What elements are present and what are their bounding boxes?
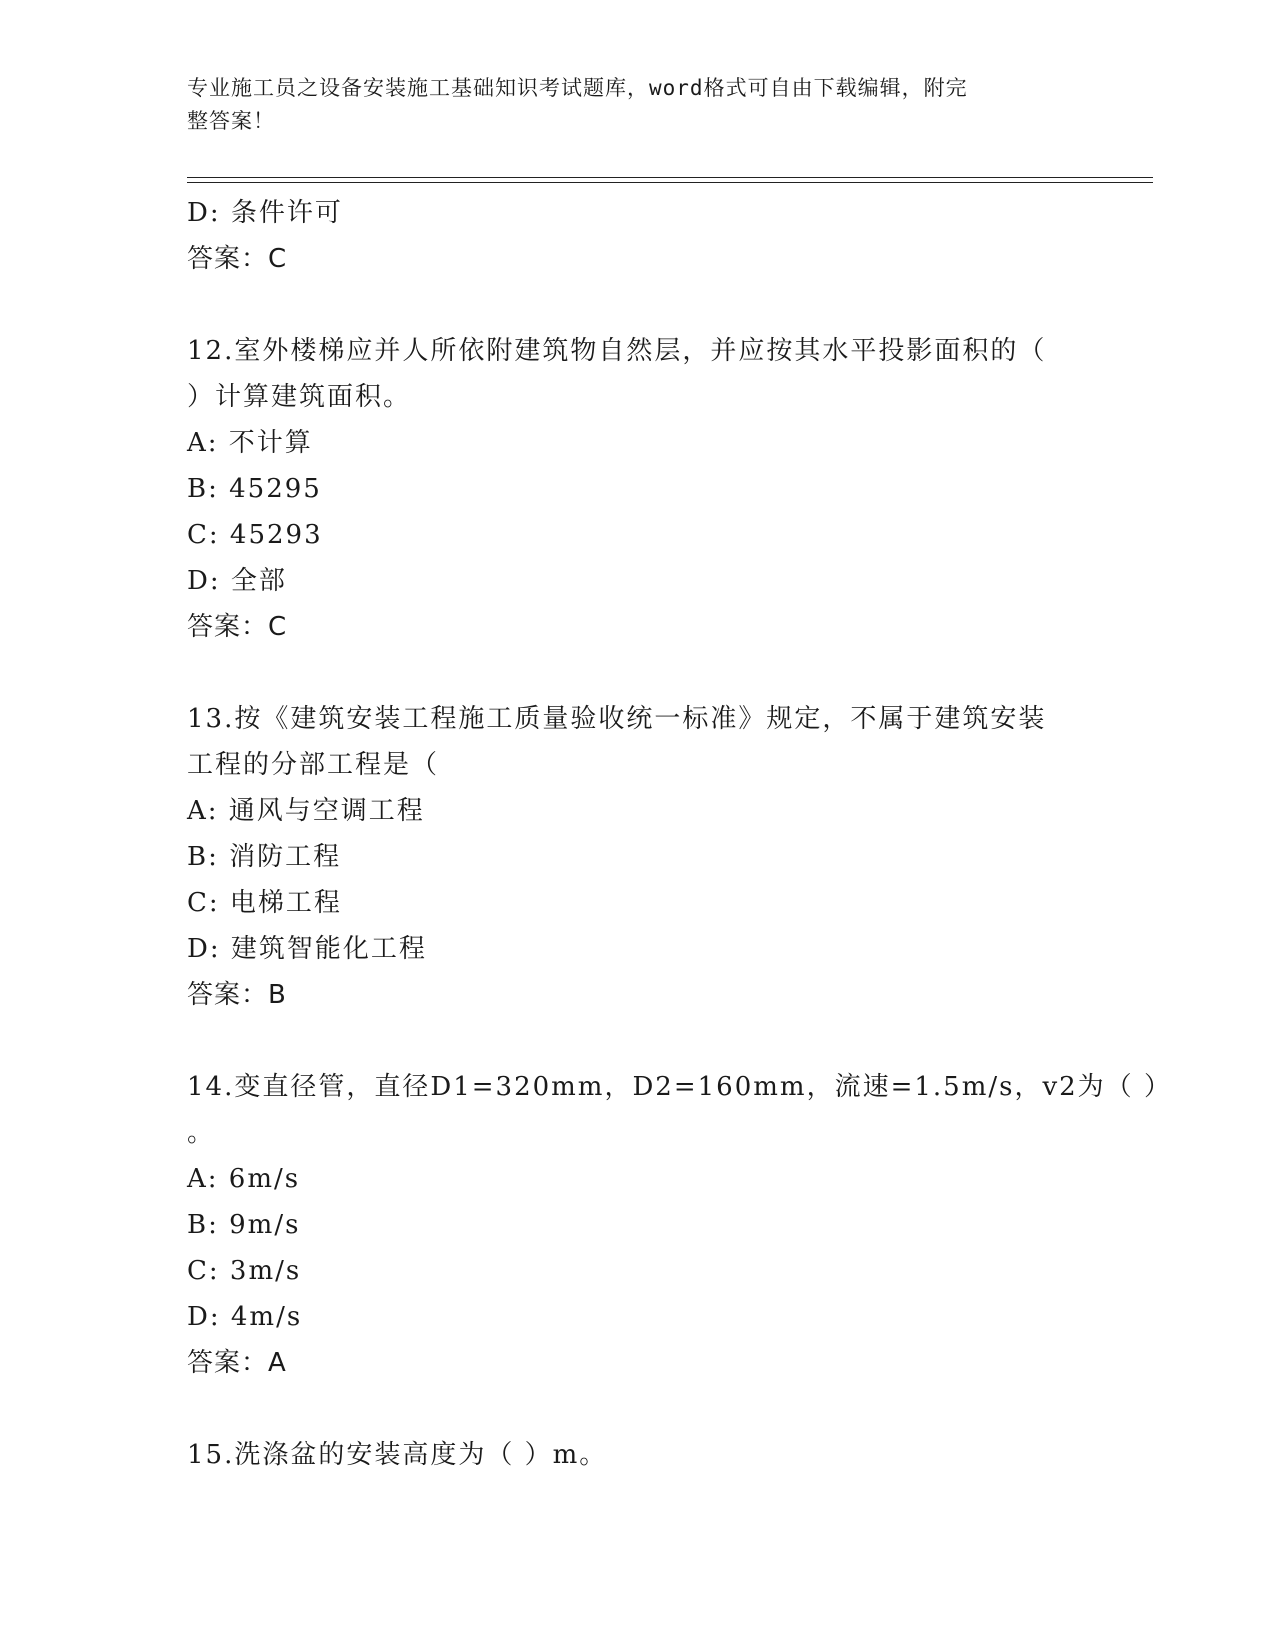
answer-line: 答案：C — [187, 612, 288, 642]
option-a: A: 6m/s — [187, 1164, 301, 1194]
option-c: C: 45293 — [187, 520, 323, 550]
header-divider-top — [187, 177, 1153, 178]
option-d: D: 条件许可 — [187, 198, 343, 228]
option-b: B: 9m/s — [187, 1210, 301, 1240]
question-13 — [187, 696, 1087, 1018]
question-15 — [187, 1432, 1087, 1478]
document-header — [187, 72, 1067, 138]
question-stem-line-1: 14.变直径管，直径D1=320mm，D2=160mm，流速=1.5m/s，v2为（ ） — [187, 1072, 1172, 1102]
question-spacer — [187, 1386, 1087, 1432]
question-stem-line-2: 工程的分部工程是（ — [187, 750, 440, 780]
question-stem-line-1: 15.洗涤盆的安装高度为（ ）m。 — [187, 1440, 608, 1470]
option-c: C: 电梯工程 — [187, 888, 342, 918]
question-list — [187, 190, 1172, 1478]
question-11 — [187, 190, 1087, 282]
question-14 — [187, 1064, 1172, 1386]
option-a: A: 通风与空调工程 — [187, 796, 425, 826]
option-d: D: 4m/s — [187, 1302, 303, 1332]
answer-line: 答案：B — [187, 980, 287, 1010]
answer-line: 答案：A — [187, 1348, 287, 1378]
option-d: D: 全部 — [187, 566, 287, 596]
question-spacer — [187, 282, 1087, 328]
question-stem-line-2: 。 — [187, 1118, 216, 1148]
header-line-2: 整答案！ — [187, 109, 275, 133]
header-divider-bottom — [187, 182, 1153, 183]
option-d: D: 建筑智能化工程 — [187, 934, 427, 964]
question-stem-line-1: 12.室外楼梯应并人所依附建筑物自然层，并应按其水平投影面积的（ — [187, 336, 1047, 366]
header-line-1: 专业施工员之设备安装施工基础知识考试题库，word格式可自由下载编辑，附完 — [187, 76, 968, 100]
option-b: B: 45295 — [187, 474, 322, 504]
option-b: B: 消防工程 — [187, 842, 342, 872]
question-stem-line-2: ）计算建筑面积。 — [187, 382, 412, 412]
question-stem-line-1: 13.按《建筑安装工程施工质量验收统一标准》规定，不属于建筑安装 — [187, 704, 1047, 734]
option-c: C: 3m/s — [187, 1256, 302, 1286]
question-12 — [187, 328, 1087, 650]
question-spacer — [187, 650, 1087, 696]
answer-line: 答案：C — [187, 244, 288, 274]
question-spacer — [187, 1018, 1087, 1064]
option-a: A: 不计算 — [187, 428, 313, 458]
